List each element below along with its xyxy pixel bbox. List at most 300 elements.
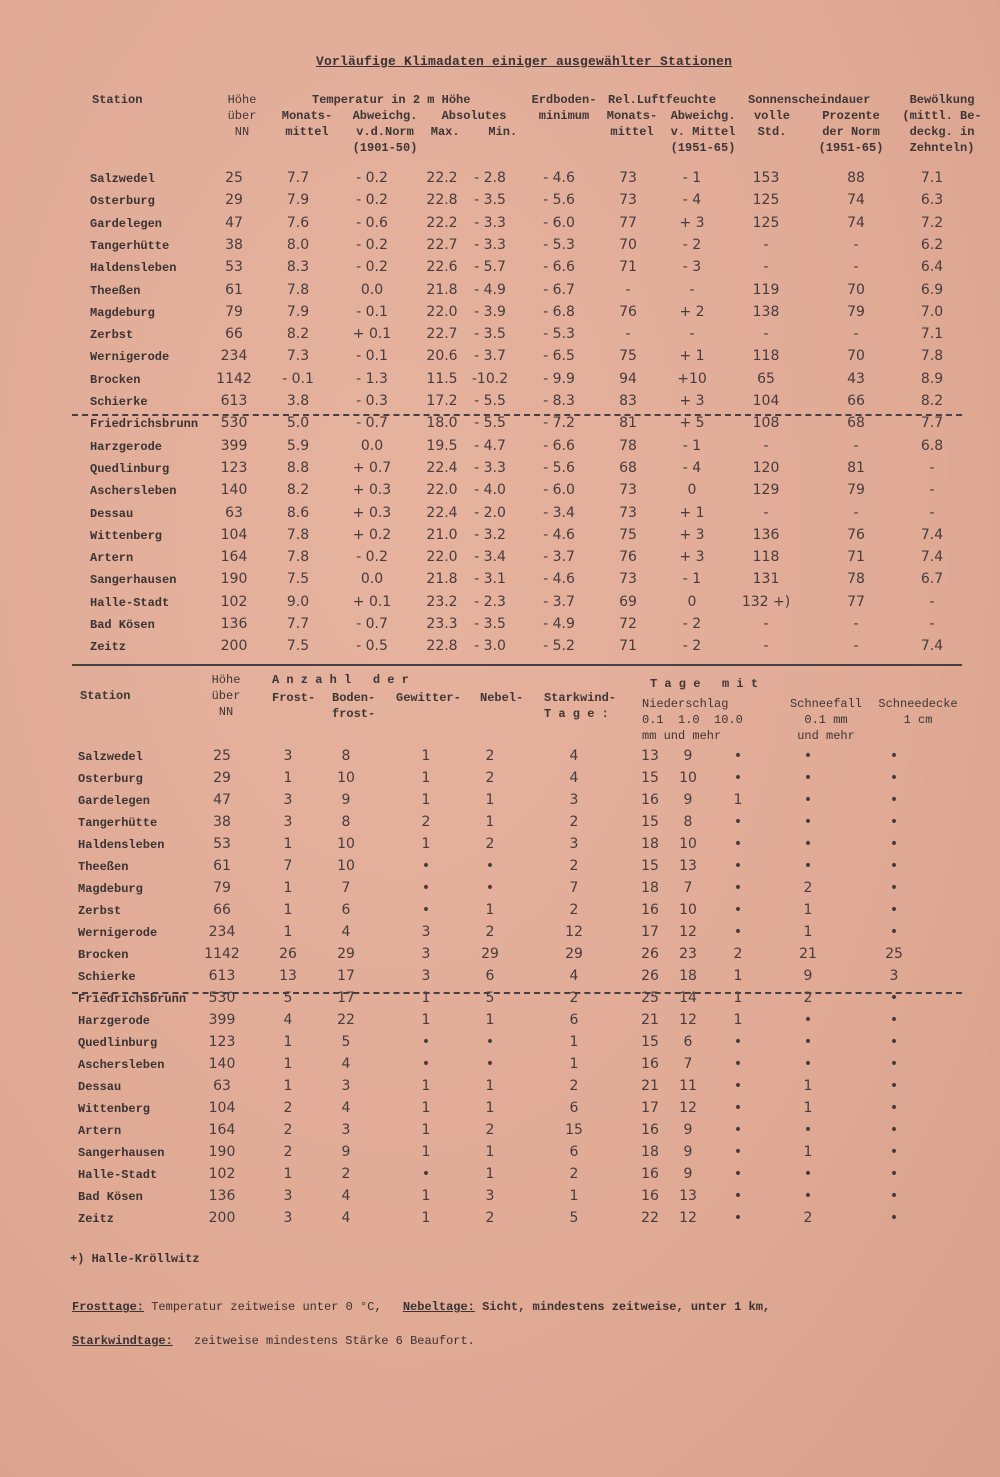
table-cell: + 0.3 <box>352 504 392 521</box>
table-cell: 2 <box>341 1166 351 1182</box>
table-cell: + 3 <box>679 549 705 566</box>
table-cell: 20.6 <box>426 348 458 365</box>
table-cell: 66 <box>213 902 231 918</box>
table-cell: 75 <box>619 526 637 543</box>
table-cell: 11.5 <box>426 370 458 387</box>
t2-header-frost: Frost- <box>272 691 316 705</box>
table-cell: - 4.7 <box>474 437 506 454</box>
t1-header-bewoelkung: Bewölkung (mittl. Be- deckg. in Zehnteln) <box>902 93 982 155</box>
station-name: Wittenberg <box>78 1102 151 1116</box>
table-cell: 18 <box>641 880 659 896</box>
table-cell: 65 <box>757 370 775 387</box>
table-cell: • <box>889 1100 899 1116</box>
table-cell: • <box>733 748 743 764</box>
table-cell: 1 <box>485 792 495 808</box>
table-cell: • <box>889 1078 899 1094</box>
table-cell: - 8.3 <box>543 393 575 409</box>
table-cell: 4 <box>341 924 351 940</box>
table-cell: 1 <box>283 1034 293 1050</box>
table-cell: 1 <box>283 1166 293 1182</box>
table-cell: + 0.7 <box>352 459 392 476</box>
table-cell: 7 <box>283 858 293 874</box>
table-cell: - 2 <box>682 616 702 632</box>
table-cell: 2 <box>733 946 743 962</box>
station-name: Aschersleben <box>90 484 177 499</box>
table-cell: 10 <box>337 770 355 786</box>
table-cell: 1 <box>803 924 813 940</box>
legend-line-1 <box>72 1300 770 1314</box>
station-name: Artern <box>90 551 134 566</box>
table-cell: 78 <box>619 437 637 454</box>
table-cell: 153 <box>752 170 780 186</box>
table-cell: 6.3 <box>920 192 944 209</box>
table-cell: - 3.7 <box>543 593 575 610</box>
table-cell: 8.2 <box>920 393 944 409</box>
t1-header-station: Station <box>92 93 143 107</box>
table-cell: • <box>803 1122 813 1138</box>
t2-header-station: Station <box>80 689 131 703</box>
table-cell: - 5.7 <box>474 259 506 276</box>
table-cell: 7.4 <box>920 526 944 543</box>
table-cell: 4 <box>569 748 579 764</box>
table-cell: - 3.4 <box>474 549 506 566</box>
table-cell: • <box>733 1210 743 1226</box>
table-cell: + 3 <box>679 393 705 409</box>
table-cell: 7.5 <box>286 571 310 588</box>
table-cell: 15 <box>641 858 659 874</box>
table-cell: 7.1 <box>920 326 944 343</box>
station-name: Magdeburg <box>78 882 143 896</box>
table-cell: 4 <box>569 968 579 984</box>
table-cell: 1 <box>283 1078 293 1094</box>
table-cell: 16 <box>641 1166 659 1182</box>
table-cell: 21.8 <box>426 571 458 588</box>
table-cell: 6.8 <box>920 437 944 454</box>
table-cell: - 6.7 <box>543 281 575 298</box>
table-cell: 7.5 <box>286 638 310 655</box>
table-cell: 399 <box>208 1012 236 1028</box>
page-title: Vorläufige Klimadaten einiger ausgewählter Stationen <box>316 54 733 69</box>
table-cell: 1 <box>569 1056 579 1072</box>
table-cell: - 0.6 <box>356 214 388 231</box>
table-cell: 15 <box>565 1122 583 1138</box>
t1-header-rel-abweichung: Abweichg. v. Mittel (1951-65) <box>670 109 736 155</box>
t1-header-monatsmittel: Monats- mittel <box>281 109 333 139</box>
table-cell: 53 <box>213 836 231 852</box>
table-cell: - 5.5 <box>474 393 506 409</box>
table-cell: 125 <box>752 192 780 209</box>
table-cell: 22.4 <box>426 504 458 521</box>
table-cell: 6.4 <box>920 259 944 276</box>
table-cell: 13 <box>679 1188 697 1204</box>
table-cell: • <box>803 1034 813 1050</box>
table-cell: 9 <box>683 1122 693 1138</box>
table-cell: 7.8 <box>286 549 310 566</box>
table-cell: 1 <box>283 770 293 786</box>
table-cell: 70 <box>619 236 637 253</box>
table-cell: 77 <box>847 593 865 610</box>
table-cell: 3 <box>421 946 431 962</box>
table-cell: • <box>889 770 899 786</box>
table-cell: 613 <box>208 968 236 984</box>
table-cell: • <box>485 1034 495 1050</box>
station-name: Harzgerode <box>78 1014 151 1028</box>
table-cell: 71 <box>619 259 637 276</box>
table-cell: 108 <box>752 415 780 432</box>
table-cell: • <box>803 1012 813 1028</box>
table-cell: • <box>421 880 431 896</box>
table-cell: 81 <box>619 415 637 432</box>
table-cell: 3 <box>569 792 579 808</box>
table-cell: 2 <box>569 1166 579 1182</box>
table-cell: 6 <box>341 902 351 918</box>
station-name: Aschersleben <box>78 1058 165 1072</box>
station-name: Zeitz <box>90 640 127 655</box>
table-cell: 2 <box>485 770 495 786</box>
table-cell: - <box>929 482 935 499</box>
table-cell: • <box>803 748 813 764</box>
table-cell: • <box>733 858 743 874</box>
table-cell: 1 <box>485 1144 495 1160</box>
table-cell: - 3.7 <box>543 549 575 566</box>
table-cell: 22.8 <box>426 638 458 655</box>
table-cell: - <box>763 616 769 632</box>
table-cell: 22.2 <box>426 214 458 231</box>
table-cell: 7.8 <box>286 526 310 543</box>
table-cell: 68 <box>847 415 865 432</box>
table-cell: 71 <box>847 549 865 566</box>
table-cell: • <box>889 1056 899 1072</box>
table-cell: - <box>625 281 631 298</box>
table-cell: 6.7 <box>920 571 944 588</box>
table-cell: 7 <box>341 880 351 896</box>
table-cell: 21 <box>799 946 817 962</box>
table-cell: 9 <box>683 1144 693 1160</box>
table-cell: - 1 <box>682 437 702 454</box>
table-cell: - 0.2 <box>356 549 388 566</box>
table-cell: 8.3 <box>286 259 310 276</box>
table-cell: 1 <box>283 836 293 852</box>
table-cell: - 6.0 <box>543 482 575 499</box>
table-cell: 1 <box>569 1188 579 1204</box>
table-cell: • <box>803 1188 813 1204</box>
table-cell: 38 <box>213 814 231 830</box>
table-cell: 2 <box>803 880 813 896</box>
t1-header-abweichung: Abweichg. v.d.Norm (1901-50) <box>352 109 418 155</box>
table-cell: 0.0 <box>360 437 384 454</box>
table-cell: 102 <box>208 1166 236 1182</box>
table-cell: 1 <box>283 924 293 940</box>
table-cell: 66 <box>225 326 243 343</box>
table-cell: - 3.2 <box>474 526 506 543</box>
table-cell: - 4.6 <box>543 526 575 543</box>
table-cell: 2 <box>485 924 495 940</box>
table-cell: • <box>803 1166 813 1182</box>
table-cell: 123 <box>220 459 248 476</box>
table-cell: - <box>763 504 769 521</box>
table-cell: • <box>889 814 899 830</box>
table-cell: • <box>733 1078 743 1094</box>
table-cell: + 0.2 <box>352 526 392 543</box>
table-cell: 18.0 <box>426 415 458 432</box>
table-cell: 22.7 <box>426 326 458 343</box>
table-cell: 1 <box>485 814 495 830</box>
table-cell: - <box>929 459 935 476</box>
table-cell: • <box>733 1100 743 1116</box>
table-cell: 2 <box>485 1210 495 1226</box>
table-cell: 6.9 <box>920 281 944 298</box>
table-cell: - <box>763 638 769 655</box>
table-cell: - <box>689 326 695 343</box>
table-cell: • <box>889 748 899 764</box>
table-cell: 7 <box>569 880 579 896</box>
table-cell: - 5.6 <box>543 192 575 209</box>
table-cell: 38 <box>225 236 243 253</box>
table-cell: - 3.9 <box>474 303 506 320</box>
table-cell: - 2.8 <box>474 170 506 186</box>
table-cell: 25 <box>225 170 243 186</box>
table-cell: 3 <box>283 792 293 808</box>
table-cell: 104 <box>208 1100 236 1116</box>
table-cell: + 1 <box>679 504 705 521</box>
station-name: Quedlinburg <box>90 461 170 476</box>
station-name: Theeßen <box>90 283 141 298</box>
table-cell: - 2 <box>682 638 702 655</box>
table-cell: • <box>421 1056 431 1072</box>
station-name: Brocken <box>90 372 141 387</box>
t1-header-hoehe: Höhe über NN <box>227 93 257 139</box>
table-cell: - 3.1 <box>474 571 506 588</box>
table-cell: 21.8 <box>426 281 458 298</box>
table-cell: 3 <box>283 1210 293 1226</box>
table-cell: 10 <box>679 836 697 852</box>
table-cell: 136 <box>220 616 248 632</box>
table-cell: 81 <box>847 459 865 476</box>
t2-header-bodenfrost: Boden- frost- <box>332 691 376 721</box>
table-cell: 18 <box>641 836 659 852</box>
table-cell: 73 <box>619 482 637 499</box>
table-cell: 88 <box>847 170 865 186</box>
table-cell: 3 <box>421 968 431 984</box>
station-name: Magdeburg <box>90 305 155 320</box>
table-cell: 73 <box>619 571 637 588</box>
table-cell: 5.9 <box>286 437 310 454</box>
table-cell: 1 <box>283 902 293 918</box>
table-cell: 140 <box>208 1056 236 1072</box>
legend-line-2 <box>72 1334 475 1348</box>
t1-header-rel-group: Rel.Luftfeuchte <box>608 93 717 107</box>
table-cell: 8 <box>341 814 351 830</box>
table-cell: + 0.1 <box>352 593 392 610</box>
station-name: Wernigerode <box>90 350 170 365</box>
table-cell: 1 <box>733 792 743 808</box>
station-name: Bad Kösen <box>78 1190 143 1204</box>
table-cell: 71 <box>619 638 637 655</box>
table-cell: 22 <box>641 1210 659 1226</box>
table-cell: • <box>889 792 899 808</box>
table-cell: 3 <box>569 836 579 852</box>
table-cell: 125 <box>752 214 780 231</box>
table-cell: - 0.1 <box>356 348 388 365</box>
station-name: Theeßen <box>78 860 129 874</box>
table-cell: • <box>733 814 743 830</box>
table-cell: 1 <box>485 902 495 918</box>
table-cell: 22.6 <box>426 259 458 276</box>
table-cell: 1 <box>569 1034 579 1050</box>
table-cell: • <box>733 880 743 896</box>
table-cell: • <box>889 836 899 852</box>
table-cell: 9 <box>341 1144 351 1160</box>
table-cell: 2 <box>803 990 813 1006</box>
table-cell: - <box>853 638 859 655</box>
table-cell: - 4.6 <box>543 170 575 186</box>
t2-header-anzahl: A n z a h l d e r <box>272 673 409 687</box>
table-cell: 1 <box>421 1188 431 1204</box>
table-cell: 1 <box>733 1012 743 1028</box>
table-cell: • <box>733 1144 743 1160</box>
table-cell: 18 <box>679 968 697 984</box>
table-cell: - 5.3 <box>543 326 575 343</box>
table-cell: 4 <box>341 1100 351 1116</box>
table-cell: 73 <box>619 192 637 209</box>
table-cell: 17 <box>337 968 355 984</box>
table-cell: 7.8 <box>920 348 944 365</box>
station-name: Salzwedel <box>90 172 155 186</box>
table-cell: + 3 <box>679 214 705 231</box>
table-cell: - 0.2 <box>356 259 388 276</box>
table-cell: 94 <box>619 370 637 387</box>
table-cell: 17.2 <box>426 393 458 409</box>
table-cell: 61 <box>213 858 231 874</box>
station-name: Haldensleben <box>90 261 177 276</box>
table-cell: + 5 <box>679 415 705 432</box>
table-cell: - <box>853 504 859 521</box>
table-cell: - 3.5 <box>474 326 506 343</box>
table-cell: 29 <box>337 946 355 962</box>
table-cell: 1 <box>421 1012 431 1028</box>
station-name: Zeitz <box>78 1212 115 1226</box>
table-cell: - 2 <box>682 236 702 253</box>
table-cell: 79 <box>225 303 243 320</box>
table-cell: 5 <box>283 990 293 1006</box>
t1-header-rel-monatsmittel: Monats- mittel <box>606 109 658 139</box>
table-cell: 7.0 <box>920 303 944 320</box>
station-name: Zerbst <box>90 328 134 343</box>
table-cell: 2 <box>569 814 579 830</box>
table-cell: 3 <box>283 814 293 830</box>
table-cell: 26 <box>641 946 659 962</box>
t1-header-absolutes: Absolutes Max. Min. <box>430 109 518 139</box>
table-cell: 7 <box>683 880 693 896</box>
table-cell: 26 <box>279 946 297 962</box>
table-cell: 118 <box>752 549 780 566</box>
table-cell: 136 <box>752 526 780 543</box>
table-cell: 12 <box>565 924 583 940</box>
table-cell: 3 <box>283 1188 293 1204</box>
table-cell: 119 <box>752 281 780 298</box>
table-cell: - 6.8 <box>543 303 575 320</box>
table-cell: - <box>853 259 859 276</box>
table-cell: 1 <box>421 770 431 786</box>
table-cell: 73 <box>619 170 637 186</box>
table-cell: - 1.3 <box>356 370 388 387</box>
table-cell: - 4.0 <box>474 482 506 499</box>
table-cell: • <box>733 1122 743 1138</box>
table-cell: 25 <box>213 748 231 764</box>
table-cell: 3.8 <box>286 393 310 409</box>
legend-starkwind-text: zeitweise mindestens Stärke 6 Beaufort. <box>194 1334 475 1348</box>
table-cell: 1 <box>485 1012 495 1028</box>
table-cell: 23 <box>679 946 697 962</box>
table-cell: 6 <box>683 1034 693 1050</box>
table-cell: • <box>485 858 495 874</box>
table-cell: 17 <box>641 924 659 940</box>
table-cell: 70 <box>847 348 865 365</box>
t2-header-schneedecke: Schneedecke 1 cm <box>878 697 958 727</box>
table-cell: 0 <box>687 482 697 499</box>
table-cell: 5.0 <box>286 415 310 432</box>
table-cell: 8.0 <box>286 236 310 253</box>
table-cell: 0.0 <box>360 281 384 298</box>
station-name: Wittenberg <box>90 528 163 543</box>
table-cell: 613 <box>220 393 248 409</box>
table-cell: 7.6 <box>286 214 310 231</box>
table-cell: 1 <box>803 902 813 918</box>
table-cell: 2 <box>803 1210 813 1226</box>
table-cell: - 4 <box>682 459 702 476</box>
table-cell: 13 <box>679 858 697 874</box>
table-cell: 200 <box>220 638 248 655</box>
table-cell: 26 <box>641 968 659 984</box>
station-name: Osterburg <box>90 194 155 209</box>
table-cell: 0 <box>687 593 697 610</box>
t1-header-sonne-prozente: Prozente der Norm (1951-65) <box>818 109 884 155</box>
station-name: Quedlinburg <box>78 1036 158 1050</box>
table-cell: 2 <box>283 1144 293 1160</box>
table-cell: 11 <box>679 1078 697 1094</box>
table-cell: 7.9 <box>286 303 310 320</box>
table-cell: 21 <box>641 1078 659 1094</box>
table-cell: 118 <box>752 348 780 365</box>
table-cell: 7.9 <box>286 192 310 209</box>
table-cell: 9 <box>683 1166 693 1182</box>
table-cell: 104 <box>752 393 780 409</box>
table-cell: 22.0 <box>426 549 458 566</box>
station-name: Wernigerode <box>78 926 158 940</box>
table-cell: - 3.3 <box>474 459 506 476</box>
table-cell: 5 <box>485 990 495 1006</box>
table-cell: - 3.5 <box>474 616 506 632</box>
table-cell: • <box>889 1122 899 1138</box>
table-cell: 15 <box>641 814 659 830</box>
table-cell: 9 <box>683 792 693 808</box>
table-cell: 25 <box>885 946 903 962</box>
table-cell: 7 <box>683 1056 693 1072</box>
station-name: Osterburg <box>78 772 143 786</box>
table-cell: 13 <box>279 968 297 984</box>
station-name: Halle-Stadt <box>78 1168 158 1182</box>
t2-header-niederschlag: Niederschlag 0.1 1.0 10.0 mm und mehr <box>642 697 743 743</box>
table-cell: 1 <box>803 1144 813 1160</box>
table-cell: 2 <box>283 1100 293 1116</box>
table-cell: - 3.5 <box>474 192 506 209</box>
t1-header-temp-group: Temperatur in 2 m Höhe <box>312 93 471 107</box>
table-cell: 23.3 <box>426 616 458 632</box>
table-cell: 2 <box>569 902 579 918</box>
table-cell: 8 <box>683 814 693 830</box>
table-cell: 8 <box>341 748 351 764</box>
table-cell: 7.2 <box>920 214 944 231</box>
